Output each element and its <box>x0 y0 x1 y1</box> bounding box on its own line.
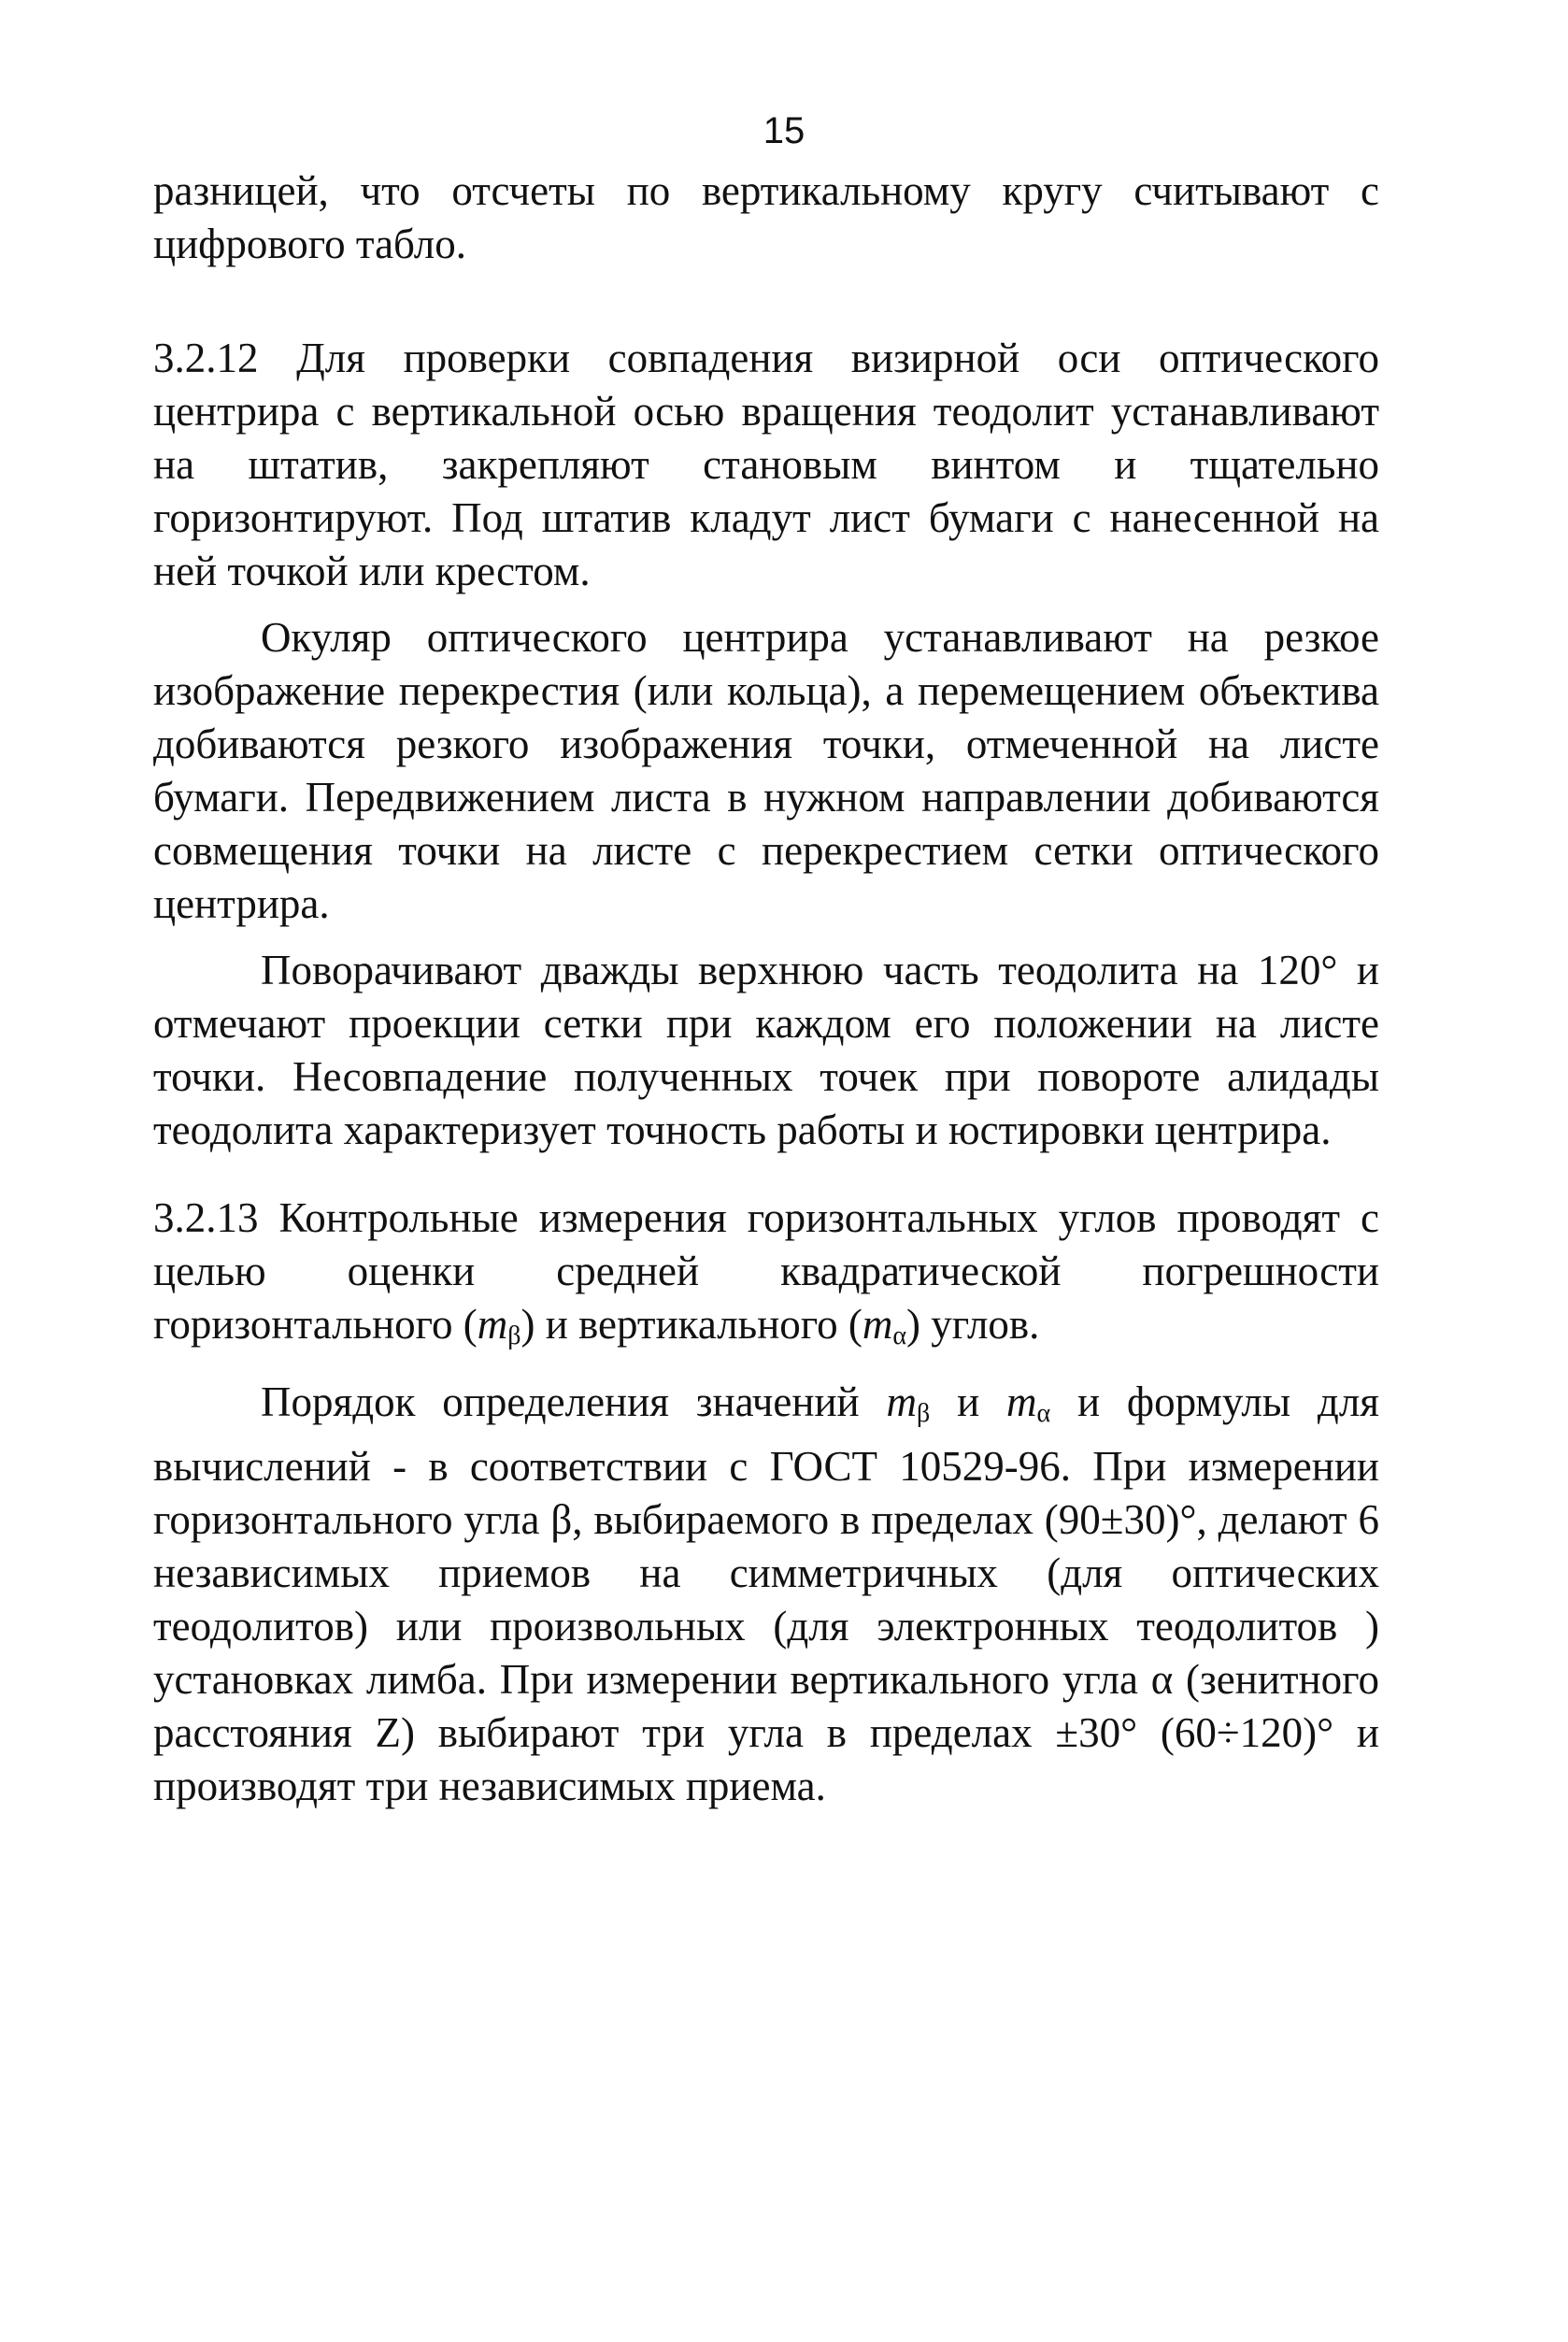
m-alpha-symbol: m <box>862 1301 893 1348</box>
paragraph-1: разницей, что отсчеты по вертикальному кругу считывают с цифрового табло. <box>153 167 1379 267</box>
alpha-subscript-2: α <box>1036 1399 1051 1428</box>
p5-text-b: ) и вертикального ( <box>520 1301 862 1348</box>
p6-text-a: Порядок определения значений <box>261 1378 887 1425</box>
beta-subscript-2: β <box>916 1399 931 1428</box>
m-beta-symbol-2: m <box>886 1378 917 1425</box>
p6-text-b: и <box>930 1378 1006 1425</box>
paragraph-3-2-13 <box>153 1192 1379 1363</box>
paragraph-procedure <box>153 1376 1379 1813</box>
p6-text-c: и формулы для вычислений - в соответствии с ГОСТ 10529-96. При измерении горизонтального угла β, выбираемого в пределах (90±30)°, делают 6 независимых приемов на симметричных (для оптических теодолитов) или произвольных (для электронных теодолитов ) установках лимба. При измерении вертикального угла α (зенитного расстояния Z) выбирают три угла в пределах ±30° (60÷120)° и производят три независимых приема. <box>153 1378 1379 1809</box>
paragraph-continuation <box>153 164 1379 271</box>
section-3-2-13 <box>153 1192 1379 1813</box>
alpha-subscript: α <box>892 1321 907 1350</box>
paragraph-3-2-12: 3.2.12 Для проверки совпадения визирной оси оптического центрира с вертикальной осью вращения теодолит устанавливают на штатив, закрепляют становым винтом и тщательно горизонтируют. Под штатив кладут лист бумаги с нанесенной на ней точкой или крестом. <box>153 335 1379 594</box>
paragraph-eyepiece: Окуляр оптического центрира устанавливают на резкое изображение перекрестия (или кольца), а перемещением объектива добиваются резкого изображения точки, отмеченной на листе бумаги. Передвижением листа в нужном направлении добиваются совмещения точки на листе с перекрестием сетки оптического центрира. <box>153 614 1379 927</box>
paragraph-rotation: Поворачивают дважды верхнюю часть теодолита на 120° и отмечают проекции сетки при каждом его положении на листе точки. Несовпадение полученных точек при повороте алидады теодолита характеризует точность работы и юстировки центрира. <box>153 947 1379 1153</box>
p5-text-a: 3.2.13 Контрольные измерения горизонтальных углов проводят с целью оценки средней квадратической погрешности горизонтального ( <box>153 1194 1379 1348</box>
p5-text-c: ) углов. <box>906 1301 1040 1348</box>
section-3-2-12 <box>153 332 1379 1157</box>
m-beta-symbol: m <box>477 1301 508 1348</box>
m-alpha-symbol-2: m <box>1006 1378 1037 1425</box>
beta-subscript: β <box>507 1321 521 1350</box>
page-number: 15 <box>763 110 805 151</box>
